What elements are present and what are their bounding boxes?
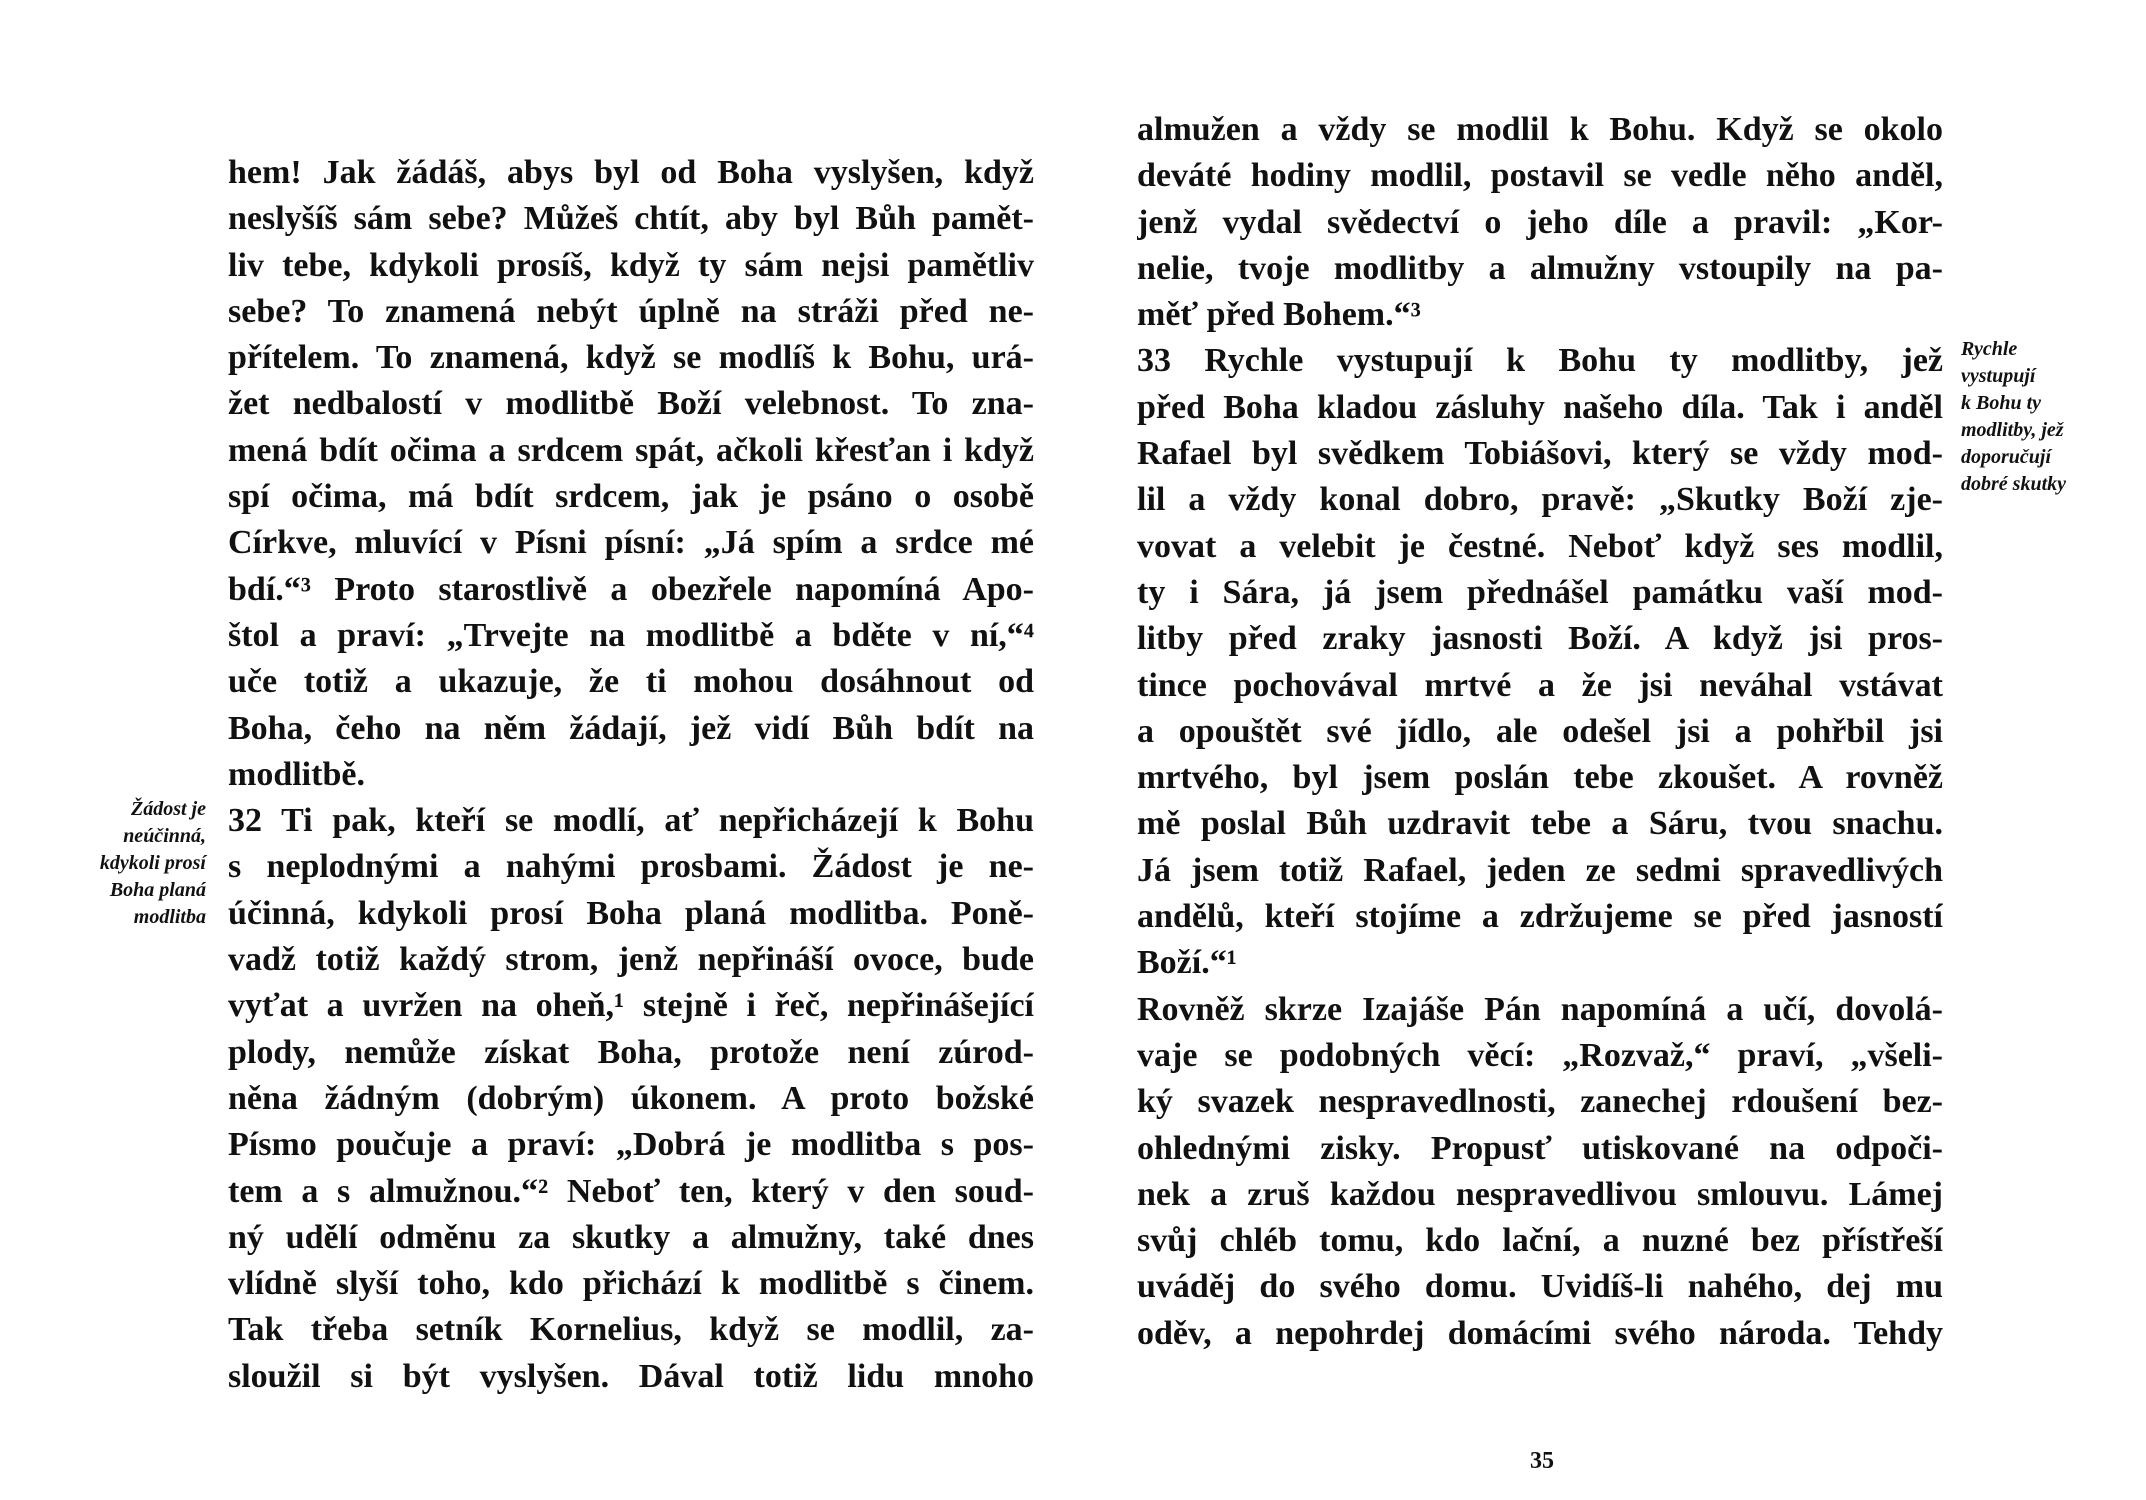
text-line: sebe? To znamená nebýt úplně na stráži před ne- — [228, 292, 1034, 330]
text-line: jenž vydal svědectví o jeho díle a pravil: „Kor- — [1137, 203, 1943, 241]
text-line: ohlednými zisky. Propusť utiskované na odpoči- — [1137, 1129, 1943, 1167]
text-line: tince pochovával mrtvé a že jsi neváhal vstávat — [1137, 666, 1943, 704]
text-line: mená bdít očima a srdcem spát, ačkoli křesťan i když — [228, 431, 1034, 469]
margin-note-line: neúčinná, — [123, 825, 206, 847]
text-line: 32 Ti pak, kteří se modlí, ať nepřicházejí k Bohu — [228, 802, 1034, 840]
text-line: Písmo poučuje a praví: „Dobrá je modlitba s pos- — [228, 1126, 1034, 1164]
text-line: štol a praví: „Trvejte na modlitbě a bděte v ní,“⁴ — [228, 616, 1034, 654]
text-line: ný udělí odměnu za skutky a almužny, také dnes — [228, 1218, 1034, 1256]
text-line: s neplodnými a nahými prosbami. Žádost je ne- — [228, 848, 1034, 886]
left-page-text-column — [228, 150, 1034, 1400]
margin-note-line: modlitby, jež — [1961, 419, 2064, 441]
text-line: nek a zruš každou nespravedlivou smlouvu. Lámej — [1137, 1175, 1943, 1213]
text-line: něna žádným (dobrým) úkonem. A proto božské — [228, 1079, 1034, 1117]
text-line: přítelem. To znamená, když se modlíš k Bohu, urá- — [228, 339, 1034, 377]
text-line: uče totiž a ukazuje, že ti mohou dosáhnout od — [228, 663, 1034, 701]
text-line: deváté hodiny modlil, postavil se vedle něho anděl, — [1137, 157, 1943, 195]
margin-note-line: modlitba — [133, 906, 206, 928]
text-line: vadž totiž každý strom, jenž nepřináší ovoce, bude — [228, 941, 1034, 979]
text-line: modlitbě. — [228, 755, 365, 793]
text-line: plody, nemůže získat Boha, protože není zúrod- — [228, 1033, 1034, 1071]
text-line: vovat a velebit je čestné. Neboť když ses modlil, — [1137, 527, 1943, 565]
text-line: Boha, čeho na něm žádají, jež vidí Bůh bdít na — [228, 709, 1034, 747]
text-line: Rafael byl svědkem Tobiášovi, který se vždy mod- — [1137, 435, 1943, 473]
text-line: před Boha kladou zásluhy našeho díla. Tak i anděl — [1137, 388, 1943, 426]
text-line: almužen a vždy se modlil k Bohu. Když se okolo — [1137, 111, 1943, 148]
text-line: neslyšíš sám sebe? Můžeš chtít, aby byl Bůh pamět- — [228, 200, 1034, 238]
text-line: měť před Bohem.“³ — [1137, 296, 1421, 334]
margin-note-line: kdykoli prosí — [99, 852, 206, 874]
text-line: lil a vždy konal dobro, pravě: „Skutky Boží zje- — [1137, 481, 1943, 519]
margin-note-line: k Bohu ty — [1961, 392, 2042, 414]
text-line: liv tebe, kdykoli prosíš, když ty sám nejsi pamětliv — [228, 246, 1034, 284]
text-line: mě poslal Bůh uzdravit tebe a Sáru, tvou snachu. — [1137, 805, 1943, 843]
text-line: mrtvého, byl jsem poslán tebe zkoušet. A rovněž — [1137, 759, 1943, 797]
margin-note-line: dobré skutky — [1961, 473, 2066, 495]
text-line: Církve, mluvící v Písni písní: „Já spím a srdce mé — [228, 524, 1034, 562]
text-line: hem! Jak žádáš, abys byl od Boha vyslyšen, když — [228, 154, 1034, 191]
text-line: účinná, kdykoli prosí Boha planá modlitba. Poně- — [228, 894, 1034, 932]
text-line: Tak třeba setník Kornelius, když se modlil, za- — [228, 1311, 1034, 1349]
text-line: vaje se podobných věcí: „Rozvaž,“ praví, „všeli- — [1137, 1036, 1943, 1074]
text-line: a opouštět své jídlo, ale odešel jsi a pohřbil jsi — [1137, 712, 1943, 750]
text-line: svůj chléb tomu, kdo lační, a nuzné bez přístřeší — [1137, 1222, 1943, 1260]
margin-note-line: Boha planá — [109, 879, 206, 901]
text-line: vyťat a uvržen na oheň,¹ stejně i řeč, nepřinášející — [228, 987, 1034, 1025]
text-line: litby před zraky jasnosti Boží. A když jsi pros- — [1137, 620, 1943, 658]
margin-note-line: Žádost je — [131, 798, 206, 820]
text-line: uváděj do svého domu. Uvidíš-li nahého, dej mu — [1137, 1268, 1943, 1306]
text-line: Boží.“¹ — [1137, 944, 1237, 982]
text-line: nelie, tvoje modlitby a almužny vstoupily na pa- — [1137, 249, 1943, 287]
left-margin-note — [76, 796, 206, 931]
text-line: ký svazek nespravedlnosti, zanechej rdoušení bez- — [1137, 1083, 1943, 1121]
text-line: spí očima, má bdít srdcem, jak je psáno o osobě — [228, 478, 1034, 516]
text-line: Rovněž skrze Izajáše Pán napomíná a učí, dovolá- — [1137, 990, 1943, 1028]
text-line: tem a s almužnou.“² Neboť ten, který v den soud- — [228, 1172, 1034, 1210]
right-margin-note — [1961, 336, 2121, 498]
text-line: oděv, a nepohrdej domácími svého národa. Tehdy — [1137, 1314, 1943, 1352]
text-line: vlídně slyší toho, kdo přichází k modlitbě s činem. — [228, 1265, 1034, 1303]
text-line: andělů, kteří stojíme a zdržujeme se před jasností — [1137, 898, 1943, 936]
margin-note-line: vystupují — [1961, 365, 2036, 387]
text-line: Já jsem totiž Rafael, jeden ze sedmi spravedlivých — [1137, 851, 1943, 889]
text-line: bdí.“³ Proto starostlivě a obezřele napomíná Apo- — [228, 570, 1034, 608]
text-line: 33 Rychle vystupují k Bohu ty modlitby, jež — [1137, 342, 1943, 380]
margin-note-line: doporučují — [1961, 446, 2052, 468]
text-line: sloužil si být vyslyšen. Dával totiž lidu mnoho — [228, 1357, 1034, 1395]
right-page-text-column — [1137, 107, 1943, 1357]
page-number: 35 — [1530, 1448, 1554, 1474]
text-line: žet nedbalostí v modlitbě Boží velebnost. To zna- — [228, 385, 1034, 423]
margin-note-line: Rychle — [1961, 338, 2018, 360]
text-line: ty i Sára, já jsem přednášel památku vaší mod- — [1137, 573, 1943, 611]
